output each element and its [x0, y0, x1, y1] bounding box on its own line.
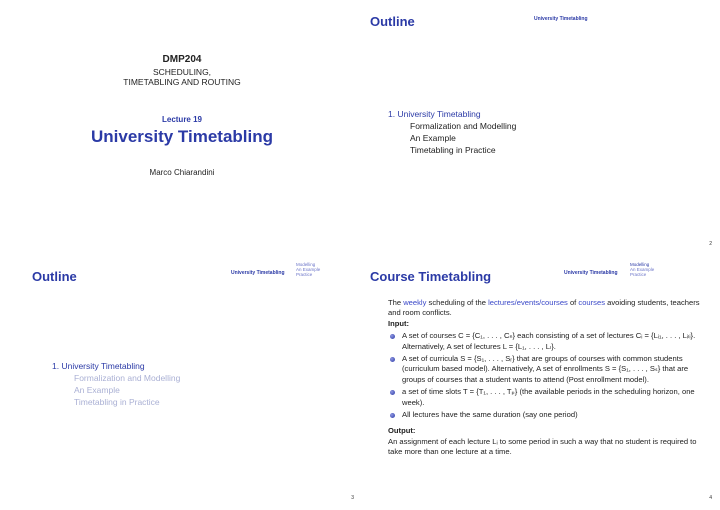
input-label: Input: — [388, 318, 410, 328]
slide-course-timetabling — [364, 258, 716, 505]
toc-item[interactable]: Formalization and Modelling — [410, 121, 517, 131]
toc-item[interactable]: Timetabling in Practice — [74, 397, 160, 407]
page-number: 3 — [351, 495, 354, 501]
header-subsections — [296, 262, 320, 278]
page-number: 4 — [709, 495, 712, 501]
author: Marco Chiarandini — [149, 168, 215, 177]
list-item: A set of courses C = {C₁, . . . , Cₙ} each consisting of a set of lectures Cᵢ = {Lᵢ₁, . . . , Lᵢₗᵢ}. Alternatively, A set of lectures L = {L₁, . . . , Lₗ}. — [388, 331, 706, 352]
course-code: DMP204 — [162, 54, 202, 65]
bullet-icon — [390, 390, 395, 395]
header-subsection[interactable]: An Example — [630, 267, 655, 273]
toc-section[interactable]: 1. University Timetabling — [52, 361, 145, 371]
header-section-label: University Timetabling — [231, 270, 285, 276]
table-of-contents — [388, 108, 516, 156]
header-subsection[interactable]: Modelling — [630, 262, 650, 267]
header-subsections — [630, 262, 654, 278]
slide-outline-dimmed — [6, 258, 358, 505]
bullet-icon — [390, 334, 395, 339]
list-item: A set of curricula S = {S₁, . . . , Sᵣ} that are groups of courses with common students (curriculum based model). Alternatively, A set of enrollments S = {S₁, . . . , Sₛ} that are groups of courses that a student wants to attend (Post enrollment model). — [388, 354, 706, 385]
header-section-label: University Timetabling — [534, 16, 588, 22]
toc-item[interactable]: An Example — [410, 133, 456, 143]
toc-section[interactable]: 1. University Timetabling — [388, 109, 481, 119]
slide-heading: Course Timetabling — [370, 269, 492, 284]
slide-outline — [364, 4, 716, 251]
page-number: 2 — [709, 241, 712, 247]
header-subsection[interactable]: Modelling — [296, 262, 316, 267]
lecture-title: University Timetabling — [90, 127, 273, 146]
slide-heading: Outline — [370, 14, 415, 29]
bullet-icon — [390, 413, 395, 418]
course-title-line2: TIMETABLING AND ROUTING — [123, 77, 241, 87]
toc-item[interactable]: Timetabling in Practice — [410, 145, 496, 155]
header-section-label: University Timetabling — [564, 270, 618, 276]
header-subsection[interactable]: An Example — [296, 267, 321, 273]
slide-title — [6, 4, 358, 251]
output-text: An assignment of each lecture Lᵢ to some period in such a way that no student is required to take more than one lecture at a time. — [388, 436, 697, 457]
intro-paragraph: The weekly scheduling of the lectures/events/courses of courses avoiding students, teachers and room conflicts. — [388, 298, 700, 318]
table-of-contents — [52, 360, 180, 408]
header-subsection[interactable]: Practice — [630, 272, 647, 278]
slide-body — [388, 298, 706, 458]
output-label: Output: — [388, 426, 416, 436]
toc-item[interactable]: Formalization and Modelling — [74, 373, 181, 383]
lecture-label: Lecture 19 — [161, 115, 203, 124]
slide-heading: Outline — [32, 269, 77, 284]
list-item: All lectures have the same duration (say one period) — [388, 410, 706, 420]
list-item: a set of time slots T = {T₁, . . . , Tₚ} (the available periods in the scheduling horizon, one week). — [388, 387, 706, 408]
course-title-line1: SCHEDULING, — [152, 67, 212, 77]
toc-item[interactable]: An Example — [74, 385, 120, 395]
header-subsection[interactable]: Practice — [296, 272, 313, 278]
bullet-icon — [390, 357, 395, 362]
